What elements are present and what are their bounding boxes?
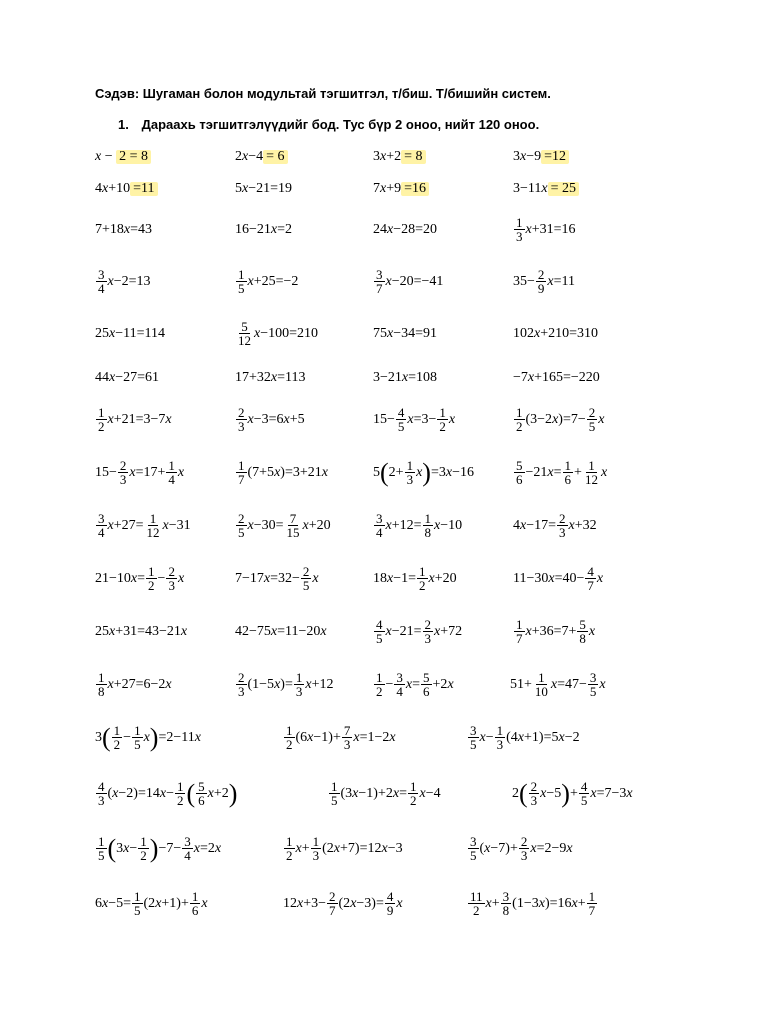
equation: $\frac{4}{3}$ ( x −2)=14 x − $\frac{1}{2}$ ( $\frac{5}{6}$ x +2 )	[98, 778, 238, 809]
equation: 7 x +9 =16	[373, 169, 429, 209]
equation: $\frac{1}{5}$ ( 3 x − $\frac{1}{2}$ ) −7− $\frac{3}{4}$ x =2 x	[98, 833, 222, 864]
equation: 2 ( $\frac{2}{3}$ x −5 ) + $\frac{4}{5}$ x =7−3 x	[512, 778, 633, 809]
equation: 15− $\frac{2}{3}$ x =17+ $\frac{1}{4}$ x	[95, 457, 185, 488]
equation: $\frac{3}{5}$ ( x −7)+ $\frac{2}{3}$ x =2−9 x	[470, 833, 573, 864]
equation: 18 x −1= $\frac{1}{2}$ x +20	[373, 563, 457, 594]
equation: 3−11 x = 25	[513, 169, 579, 209]
equation: $\frac{2}{5}$ x −30= $\frac{7}{15}$ x +20	[238, 510, 331, 541]
equation: 15− $\frac{4}{5}$ x =3− $\frac{1}{2}$ x	[373, 404, 456, 435]
equation: $\frac{1}{5}$ x +25=−2	[238, 266, 299, 297]
equation: $\frac{3}{4}$ x +27= $\frac{1}{12}$ x −31	[98, 510, 191, 541]
equation: 17+32 x =113	[235, 370, 306, 385]
equation: −7 x +165=−220	[513, 370, 600, 385]
equation: $\frac{1}{2}$ (6 x −1)+ $\frac{7}{3}$ x =1−2 x	[286, 722, 396, 753]
equation: 75 x −34=91	[373, 326, 438, 341]
equation: $\frac{1}{2}$ x + $\frac{1}{3}$ (2 x +7)=12 x −3	[286, 833, 403, 864]
equation: $\frac{3}{5}$ x − $\frac{1}{3}$ (4 x +1)=5 x −2	[470, 722, 580, 753]
equation: 7+18 x =43	[95, 222, 153, 237]
equation: 3 ( $\frac{1}{2}$ − $\frac{1}{5}$ x ) =2−11 x	[95, 722, 201, 753]
equation: 44 x −27=61	[95, 370, 160, 385]
equation: $\frac{2}{3}$ (1−5 x )= $\frac{1}{3}$ x +12	[238, 669, 334, 700]
equation: $\frac{1}{8}$ x +27=6−2 x	[98, 669, 172, 700]
equation: $\frac{1}{2}$ x +21=3−7 x	[98, 404, 172, 435]
equation: $\frac{3}{4}$ x −2=13	[98, 266, 151, 297]
equation: 51+ $\frac{1}{10}$ x =47− $\frac{3}{5}$ x	[510, 669, 606, 700]
equation: 25 x +31=43−21 x	[95, 624, 188, 639]
page-title: Сэдэв: Шугаман болон модультай тэгшитгэл, т/биш. Т/бишийн систем.	[95, 86, 551, 101]
equation: $\frac{5}{6}$ −21 x = $\frac{1}{6}$ + $\frac{1}{12}$ x	[516, 457, 608, 488]
equation: $\frac{1}{3}$ x +31=16	[516, 214, 576, 245]
equation: 16−21 x =2	[235, 222, 293, 237]
equation: 12 x +3− $\frac{2}{7}$ (2 x −3)= $\frac{4}{9}$ x	[283, 888, 403, 919]
equation: 7−17 x =32− $\frac{2}{5}$ x	[235, 563, 319, 594]
equation: 21−10 x = $\frac{1}{2}$ − $\frac{2}{3}$ x	[95, 563, 185, 594]
equation: $\frac{1}{5}$ (3 x −1)+2 x = $\frac{1}{2}$ x −4	[331, 778, 441, 809]
equation: $\frac{2}{3}$ x −3=6 x +5	[238, 404, 305, 435]
equation: $\frac{1}{7}$ x +36=7+ $\frac{5}{8}$ x	[516, 616, 596, 647]
equation: 2 x −4 = 6	[235, 137, 288, 177]
task-instruction	[118, 117, 539, 132]
equation: 11−30 x =40− $\frac{4}{7}$ x	[513, 563, 604, 594]
equation: 5 ( 2+ $\frac{1}{3}$ x ) =3 x −16	[373, 457, 474, 488]
equation: 3−21 x =108	[373, 370, 438, 385]
equation: $\frac{5}{12}$ x −100=210	[238, 318, 319, 349]
equation: $\frac{3}{7}$ x −20=−41	[376, 266, 444, 297]
task-text: Дараахь тэгшитгэлүүдийг бод. Тус бүр 2 оноо, нийт 120 оноо.	[141, 117, 540, 132]
equation: 3 x +2 = 8	[373, 137, 426, 177]
equation: 5 x −21=19	[235, 181, 293, 196]
equation: 25 x −11=114	[95, 326, 165, 341]
equation: $\frac{1}{2}$ (3−2 x )=7− $\frac{2}{5}$ x	[516, 404, 605, 435]
equation: $\frac{1}{7}$ (7+5 x )=3+21 x	[238, 457, 328, 488]
equation: $\frac{3}{4}$ x +12= $\frac{1}{8}$ x −10	[376, 510, 463, 541]
equation: $\frac{1}{2}$ − $\frac{3}{4}$ x = $\frac{5}{6}$ +2 x	[376, 669, 454, 700]
equation: 102 x +210=310	[513, 326, 599, 341]
equation: 4 x +10 =11	[95, 169, 158, 209]
task-number: 1.	[118, 117, 129, 132]
equation: $\frac{4}{5}$ x −21= $\frac{2}{3}$ x +72	[376, 616, 463, 647]
equation: 42−75 x =11−20 x	[235, 624, 327, 639]
equation: 35− $\frac{2}{9}$ x =11	[513, 266, 576, 297]
equation: x − 2 = 8	[95, 137, 151, 177]
equation: $\frac{11}{2}$ x + $\frac{3}{8}$ (1−3 x )=16 x + $\frac{1}{7}$	[470, 888, 596, 919]
equation: 24 x −28=20	[373, 222, 438, 237]
equation: 3 x −9 =12	[513, 137, 569, 177]
equation: 4 x −17= $\frac{2}{3}$ x +32	[513, 510, 597, 541]
equation: 6 x −5= $\frac{1}{5}$ (2 x +1)+ $\frac{1}{6}$ x	[95, 888, 208, 919]
